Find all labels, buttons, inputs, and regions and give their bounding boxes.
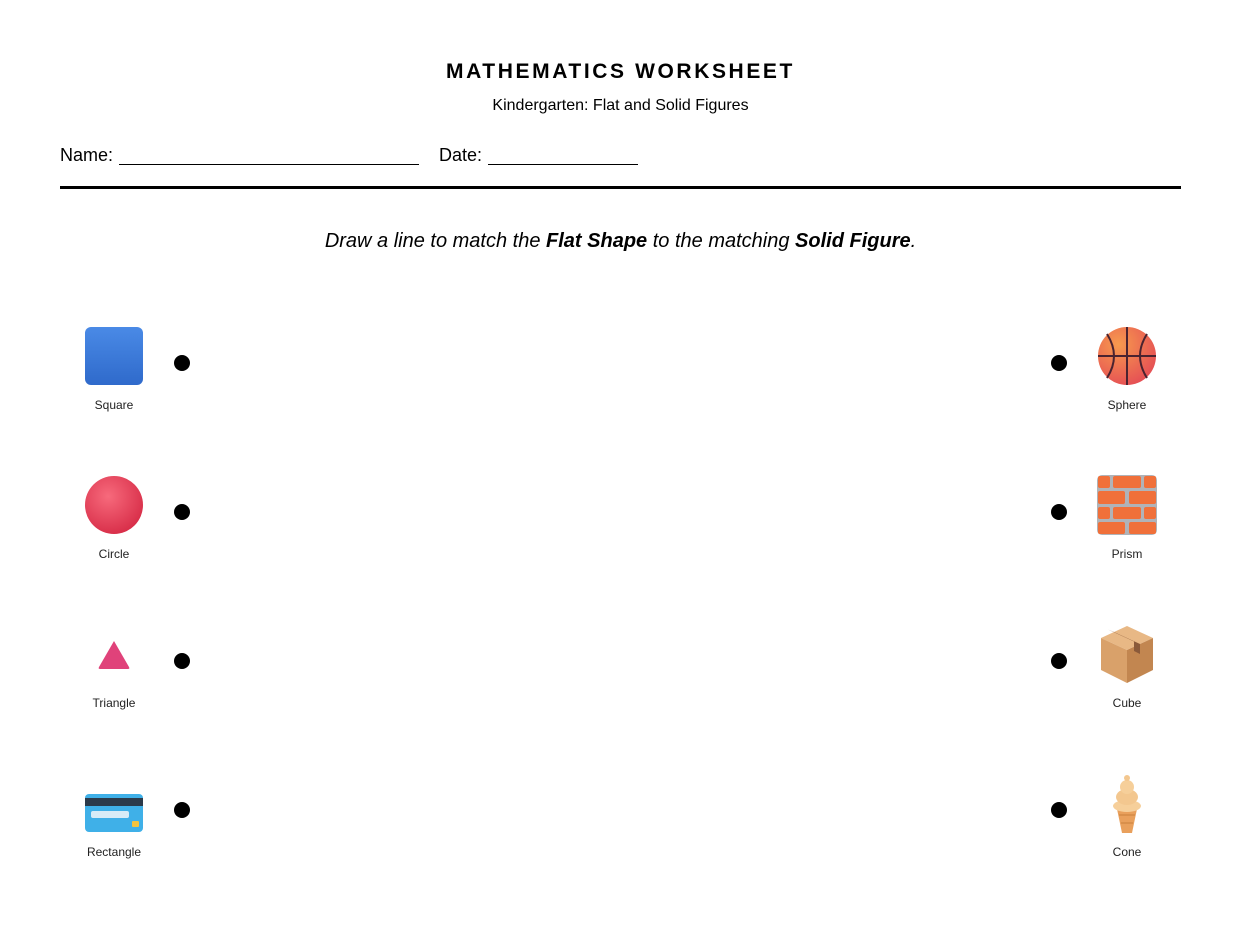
match-dot-right-4[interactable] [1051, 802, 1067, 818]
red-circle-icon [84, 475, 144, 535]
match-dot-right-3[interactable] [1051, 653, 1067, 669]
brick-icon [1097, 475, 1157, 535]
instruction-text [0, 230, 1241, 253]
date-line [488, 148, 638, 165]
name-date-row [60, 145, 658, 165]
instruction-part-2: to the matching [647, 230, 796, 252]
instruction-part-3: . [910, 230, 917, 252]
date-label: Date: [439, 145, 483, 165]
ice-cream-cone-icon [1097, 773, 1157, 833]
flat-shape-square [64, 326, 164, 412]
worksheet-title: MATHEMATICS WORKSHEET [446, 60, 795, 83]
flat-shape-label: Triangle [92, 696, 136, 710]
blue-square-icon [84, 326, 144, 386]
flat-shape-label: Circle [98, 547, 130, 561]
match-dot-right-2[interactable] [1051, 504, 1067, 520]
cardboard-box-icon [1097, 624, 1157, 684]
instruction-solid-figure: Solid Figure [795, 230, 911, 252]
worksheet-subtitle: Kindergarten: Flat and Solid Figures [492, 97, 749, 114]
solid-figure-label: Prism [1111, 547, 1143, 561]
match-dot-right-1[interactable] [1051, 355, 1067, 371]
solid-figure-label: Sphere [1107, 398, 1147, 412]
match-dot-left-2[interactable] [174, 504, 190, 520]
flat-shape-rectangle [64, 773, 164, 859]
solid-figure-label: Cone [1112, 845, 1142, 859]
pink-triangle-icon [84, 624, 144, 684]
header-divider [60, 186, 1181, 189]
match-dot-left-1[interactable] [174, 355, 190, 371]
flat-shape-circle [64, 475, 164, 561]
solid-figure-sphere [1077, 326, 1177, 412]
flat-shape-label: Square [94, 398, 134, 412]
flat-shape-triangle [64, 624, 164, 710]
instruction-flat-shape: Flat Shape [546, 230, 648, 252]
basketball-icon [1097, 326, 1157, 386]
solid-figure-prism [1077, 475, 1177, 561]
match-dot-left-4[interactable] [174, 802, 190, 818]
match-dot-left-3[interactable] [174, 653, 190, 669]
name-label: Name: [60, 145, 114, 165]
name-line [119, 148, 419, 165]
solid-figure-cone [1077, 773, 1177, 859]
solid-figure-cube [1077, 624, 1177, 710]
instruction-part-1: Draw a line to match the [324, 230, 547, 252]
flat-shape-label: Rectangle [86, 845, 142, 859]
credit-card-icon [84, 773, 144, 833]
solid-figure-label: Cube [1112, 696, 1142, 710]
